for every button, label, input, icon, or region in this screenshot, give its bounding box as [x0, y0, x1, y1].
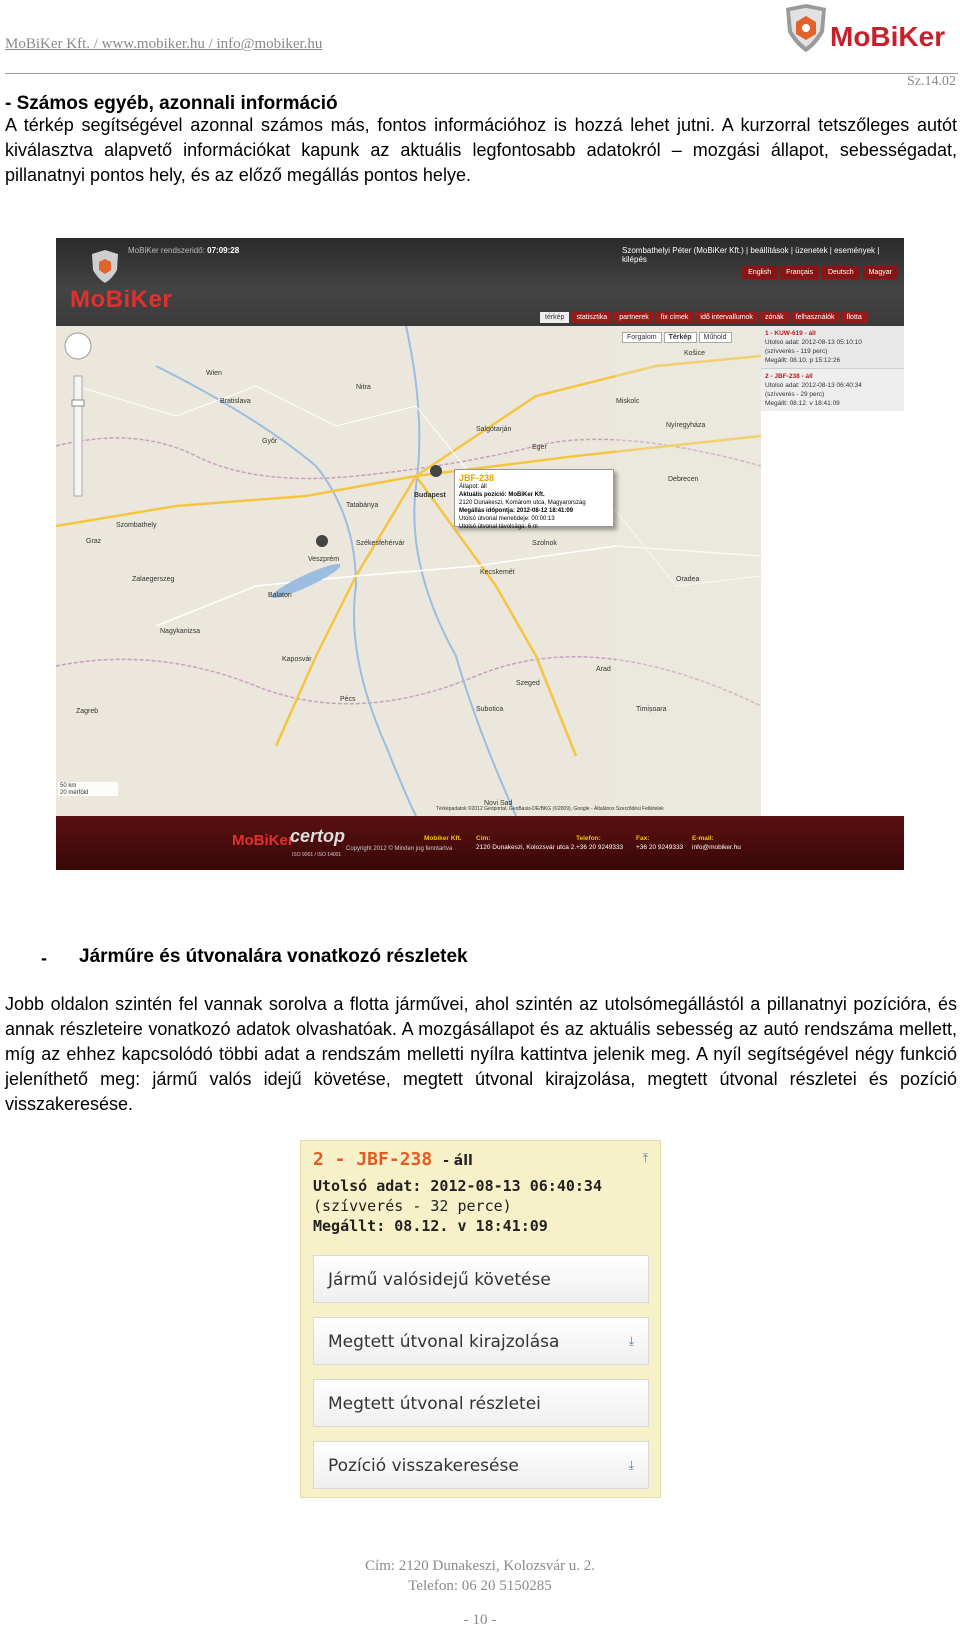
mobiker-logo [780, 2, 958, 54]
map-city: Miskolc [616, 398, 640, 405]
map-city: Székesfehérvár [356, 540, 405, 547]
popup-line: Állapot: áll [459, 484, 487, 490]
app-header [56, 238, 904, 326]
map-city: Zalaegerszeg [132, 576, 175, 583]
header-company-link[interactable]: MoBiKer Kft. / www.mobiker.hu / info@mobiker.hu [5, 36, 323, 52]
download-arrow-icon: ⤓ [628, 1458, 634, 1472]
map-city: Kaposvár [282, 656, 312, 663]
map-city: Graz [86, 538, 102, 545]
position-lookup-button[interactable]: Pozíció visszakeresése ⤓ [313, 1441, 649, 1489]
tab-map[interactable]: térkép [540, 312, 569, 323]
popup-line: Aktuális pozíció: MoBiKer Kft. [459, 492, 545, 498]
download-arrow-icon: ⤓ [628, 1334, 634, 1348]
map-city: Balaton [268, 592, 292, 599]
map-scale: 50 km 20 mérföld [60, 783, 89, 796]
vehicle-heartbeat: (szívverés - 32 perce) [313, 1197, 512, 1215]
tab-fixed-addresses[interactable]: fix címek [656, 312, 694, 323]
map-city: Bratislava [220, 398, 251, 405]
map-city: Budapest [414, 492, 446, 499]
map-city: Nitra [356, 384, 371, 391]
map-city: Wien [206, 370, 222, 377]
vehicle-list [761, 326, 904, 816]
lang-english[interactable]: English [742, 266, 777, 279]
footer-copyright: Copyright 2012 © Minden jog fenntartva [346, 846, 453, 852]
map-city: Eger [532, 444, 547, 451]
map-city: Salgótarján [476, 426, 512, 433]
footer-fax: Fax: +36 20 9249333 [636, 835, 684, 851]
system-time: MoBiKer rendszeridő: 07:09:28 [128, 246, 240, 255]
popup-line: Utolsó útvonal menetideje: 00:00:13 [459, 516, 555, 522]
popup-title: JBF-238 [459, 473, 495, 483]
certop-logo: certop [290, 826, 346, 846]
app-screenshot [56, 238, 904, 870]
tab-time-intervals[interactable]: idő intervallumok [695, 312, 758, 323]
section-bullet: - [41, 948, 47, 968]
vehicle-list-item[interactable]: 1 - KUW-619 - áll Utolsó adat: 2012-08-13 05:10:10 (szívverés - 119 perc) Megállt: 08.10. p 15:12:26 [761, 326, 904, 368]
map-city: Timișoara [636, 706, 667, 713]
lang-german[interactable]: Deutsch [822, 266, 860, 279]
draw-route-button[interactable]: Megtett útvonal kirajzolása ⤓ [313, 1317, 649, 1365]
footer-brand: MoBiKer [232, 832, 294, 849]
map-city: Novi Sad [484, 800, 513, 807]
page-number: - 10 - [463, 1612, 497, 1628]
map-city: Košice [684, 350, 706, 357]
section-title-details: Járműre és útvonalára vonatkozó részletek [79, 946, 468, 967]
map-copyright: Térképadatok ©2012 Geoportal, GeoBasis-DE/BKG (©2009), Google - Általános Szerződési Feltételek [436, 806, 664, 812]
map-city: Szombathely [116, 522, 157, 529]
vehicle-status: - áll [443, 1153, 473, 1169]
tab-users[interactable]: felhasználók [791, 312, 840, 323]
vehicle-stopped: Megállt: 08.12. v 18:41:09 [313, 1217, 548, 1235]
map-city: Kecskemét [480, 569, 515, 576]
map-city: Oradea [676, 576, 700, 583]
map-type-satellite[interactable]: Műhold [699, 332, 732, 343]
lang-hungarian[interactable]: Magyar [863, 266, 898, 279]
footer-company: Mobiker Kft. [424, 835, 462, 842]
vehicle-last-data: Utolsó adat: 2012-08-13 06:40:34 [313, 1177, 602, 1195]
popup-line: 2120 Dunakeszi, Komárom utca, Magyarország [459, 500, 586, 506]
tab-partners[interactable]: partnerek [614, 312, 654, 323]
footer-phone: Telefon: +36 20 9249333 [576, 835, 624, 851]
shield-icon [90, 250, 120, 284]
map-city: Szolnok [532, 540, 557, 547]
lang-french[interactable]: Français [780, 266, 819, 279]
map-type-map[interactable]: Térkép [664, 332, 697, 343]
header-rule [5, 73, 958, 74]
section-paragraph-details: Jobb oldalon szintén fel vannak sorolva a flotta járművei, ahol szintén az utolsómegállástól a pillanatnyi pozícióra, és annak részleteire vonatkozó adatok olvashatóak. A mozgásállapot és az aktuális sebesség az autó rendszáma mellett, míg az ehhez kapcsolódó többi adat a rendszám melletti nyílra kattintva jelenik meg. A nyíl segítségével négy funkció jeleníthető meg: jármű valós idejű követése, megtett útvonal kirajzolása, megtett útvonal részletei és pozíció visszakeresése. [5, 994, 957, 1114]
map-city: Nyíregyháza [666, 422, 706, 429]
footer-email[interactable]: E-mail: info@mobiker.hu [692, 835, 741, 851]
mobiker-logo-svg [780, 2, 958, 54]
section-title-info: - Számos egyéb, azonnali információ [5, 93, 338, 114]
realtime-tracking-button[interactable]: Jármű valósidejű követése [313, 1255, 649, 1303]
user-menu[interactable]: Szombathelyi Péter (MoBiKer Kft.) | beállítások | üzenetek | események | kilépés [622, 246, 880, 264]
route-details-button[interactable]: Megtett útvonal részletei [313, 1379, 649, 1427]
document-reference: Sz.14.02 [907, 74, 956, 89]
popup-line: Megállás időpontja: 2012-08-12 18:41:09 [459, 508, 574, 514]
collapse-arrow-icon[interactable]: ⤒ [642, 1151, 648, 1165]
map-city: Szeged [516, 680, 540, 687]
app-tabs [540, 312, 867, 323]
map-city: Veszprém [308, 556, 340, 563]
vehicle-detail-panel [300, 1140, 661, 1498]
app-brand: MoBiKer [70, 286, 173, 313]
map-city: Pécs [340, 696, 356, 703]
footer-phone: Telefon: 06 20 5150285 [408, 1578, 552, 1594]
popup-line: Utolsó útvonal távolsága: 6 m [459, 524, 538, 530]
logo-text: MoBiKer [830, 21, 946, 52]
app-footer [56, 816, 904, 870]
map-view[interactable] [56, 326, 761, 816]
cert-iso: ISO 9001 / ISO 14001 [292, 852, 342, 858]
map-type-controls [622, 332, 732, 343]
map-city: Subotica [476, 706, 504, 713]
tab-fleet[interactable]: flotta [842, 312, 867, 323]
footer-address: Cím: 2120 Dunakeszi, Kolozsvár u. 2. [365, 1558, 595, 1574]
map-city: Tatabánya [346, 502, 379, 509]
vehicle-plate: 2 - JBF-238 - áll [313, 1149, 473, 1170]
map-city: Zagreb [76, 708, 99, 715]
map-city: Arad [596, 666, 611, 673]
tab-zones[interactable]: zónák [760, 312, 789, 323]
footer-address: Cím: 2120 Dunakeszi, Kolozsvár utca 2. [476, 835, 577, 851]
tab-statistics[interactable]: statisztika [571, 312, 612, 323]
map-city: Győr [262, 438, 278, 445]
vehicle-info-popup [454, 469, 614, 530]
map-city: Nagykanizsa [160, 628, 201, 635]
section-paragraph-info: A térkép segítségével azonnal számos más, fontos információhoz is hozzá lehet jutni. A kurzorral tetszőleges autót kiválasztva alapvető információkat kapunk az aktuális legfontosabb adatokról – mozgási állapot, sebességadat, pillanatnyi pontos hely, és az előző megállás pontos helye. [5, 115, 957, 185]
language-selector [742, 266, 898, 279]
map-type-traffic[interactable]: Forgalom [622, 332, 662, 343]
map-city: Debrecen [668, 476, 699, 483]
map-background [56, 326, 761, 816]
vehicle-list-item[interactable]: 2 - JBF-238 - áll Utolsó adat: 2012-08-13 06:40:34 (szívverés - 29 perc) Megállt: 08.12. v 18:41:09 [761, 368, 904, 411]
